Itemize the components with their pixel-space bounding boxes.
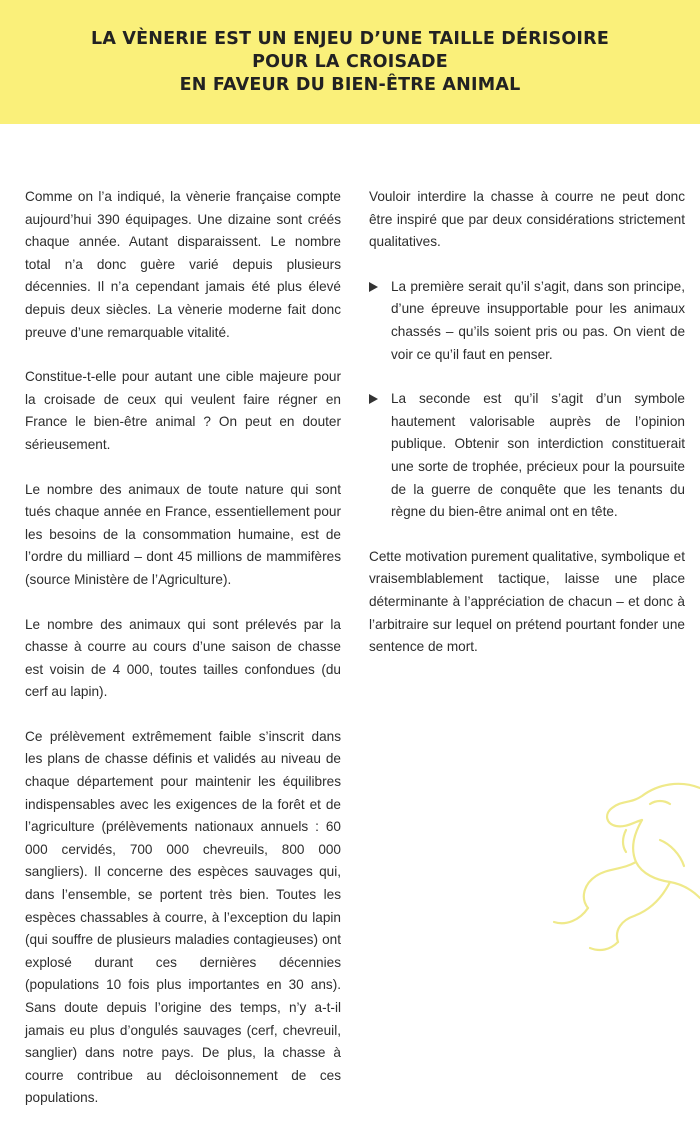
bullet-item-seconde <box>369 388 685 524</box>
paragraph-intro: Vouloir interdire la chasse à courre ne peut donc être inspiré que par deux considérations strictement qualitatives. <box>369 189 685 250</box>
bullet-item-premiere <box>369 276 685 366</box>
right-column <box>369 186 685 681</box>
title-banner <box>0 0 700 124</box>
paragraph-animaux-tues: Le nombre des animaux de toute nature qui sont tués chaque année en France, essentiellement pour les besoins de la consommation humaine, est de l’ordre du milliard – dont 45 millions de mammifères (source Ministère de l’Agriculture). <box>25 481 341 587</box>
triangle-bullet-icon <box>369 394 378 404</box>
paragraph-conclusion: Cette motivation purement qualitative, symbolique et vraisemblablement tactique, laisse une place déterminante à l’appréciation de chacun – et donc à l’arbitraire sur lequel on prétend pourtant fonder une sentence de mort. <box>369 548 685 655</box>
paragraph-prelevement-chasse: Le nombre des animaux qui sont prélevés par la chasse à courre au cours d’une saison de chasse est voisin de 4 000, toutes tailles confondues (du cerf au lapin). <box>25 616 341 700</box>
bullet-text: La seconde est qu’il s’agit d’un symbole hautement valorisable auprès de l’opinion publique. Obtenir son interdiction constituerait une sorte de trophée, précieux pour la poursuite de la guerre de conquête que les tenants du règne du bien-être animal ont en tête. <box>391 391 685 520</box>
bullet-text: La première serait qu’il s’agit, dans son principe, d’une épreuve insupportable pour les animaux chassés – qu’ils soient pris ou pas. On vient de voir ce qu’il faut en penser. <box>391 278 685 362</box>
paragraph-plans-de-chasse: Ce prélèvement extrêmement faible s’inscrit dans les plans de chasse définis et validés au niveau de chaque département pour maintenir les équilibres indispensables avec les exigences de la forêt et de l’agriculture (prélèvements nationaux annuels : 60 000 cervidés, 700 000 chevreuils, 800 000 sangliers). Il concerne des espèces sauvages qui, dans l’ensemble, se portent très bien. Toutes les espèces chassables à courre, à l’exception du lapin (qui souffre de plusieurs maladies contagieuses) ont explosé durant ces dernières décennies (populations 10 fois plus importantes en 30 ans). Sans doute depuis l’origine des temps, n’y a-t-il jamais eu plus d’ongulés sauvages (cerf, chevreuil, sanglier) dans notre pays. De plus, la chasse à courre contribue au décloisonnement de ces populations. <box>25 728 341 1106</box>
title-line-1: LA VÈNERIE EST UN ENJEU D’UNE TAILLE DÉRISOIRE <box>91 28 609 49</box>
paragraph-cible: Constitue-t-elle pour autant une cible majeure pour la croisade de ceux qui veulent faire régner en France le bien-être animal ? On peut en douter sérieusement. <box>25 369 341 452</box>
title-line-2: POUR LA CROISADE <box>252 51 448 72</box>
hound-silhouette-icon <box>530 770 700 970</box>
title-line-3: EN FAVEUR DU BIEN-ÊTRE ANIMAL <box>179 74 521 95</box>
triangle-bullet-icon <box>369 282 378 292</box>
left-column <box>25 186 341 1132</box>
paragraph-equipages: Comme on l’a indiqué, la vènerie française compte aujourd’hui 390 équipages. Une dizaine sont créés chaque année. Autant disparaissent. Le nombre total n’a donc guère varié depuis plusieurs décennies. Il n’a cependant jamais été plus élevé depuis deux siècles. La vènerie moderne fait donc preuve d’une remarquable vitalité. <box>25 189 341 340</box>
